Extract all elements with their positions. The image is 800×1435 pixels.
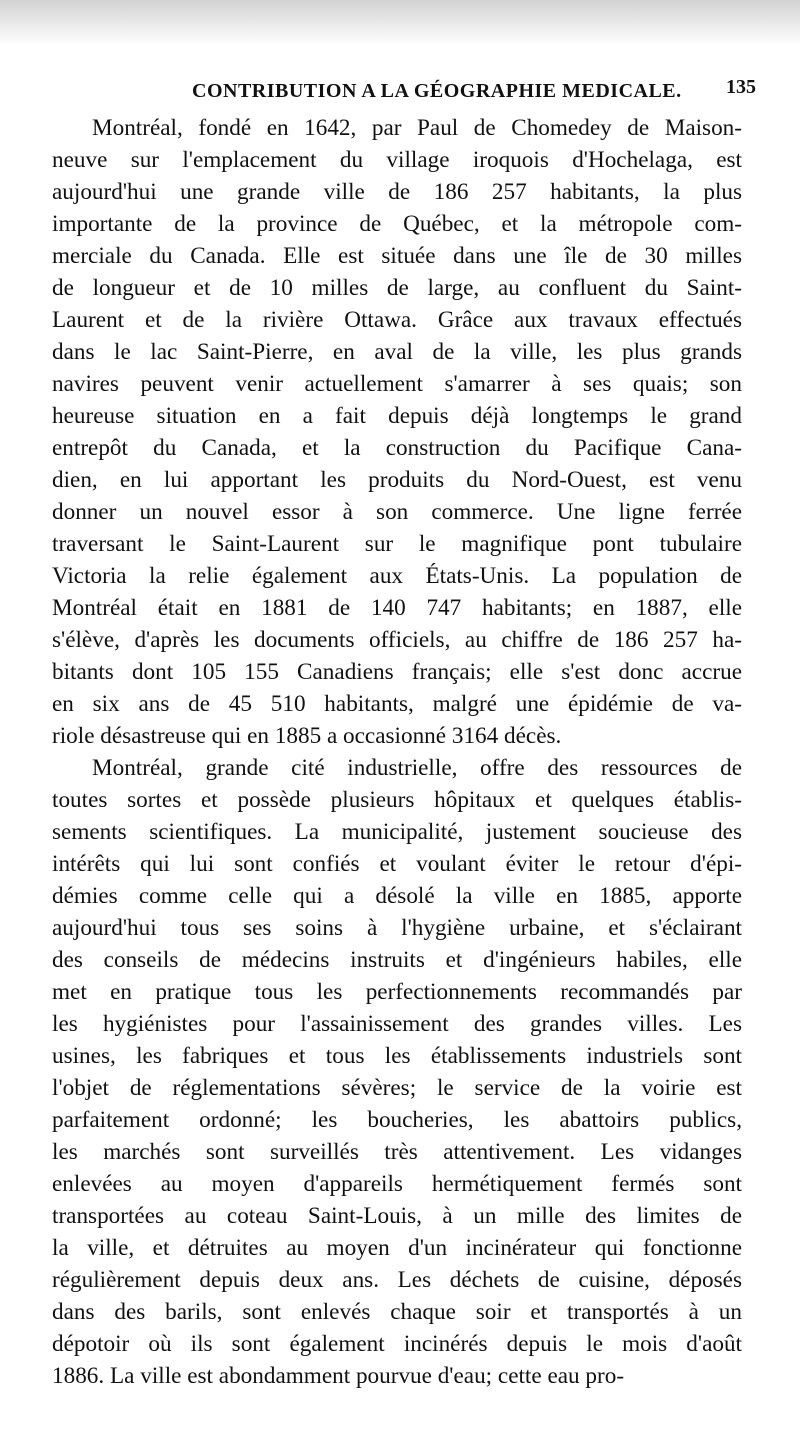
text-line: traversant le Saint-Laurent sur le magnifique pont tubulaire bbox=[52, 531, 742, 557]
text-line: enlevées au moyen d'appareils hermétiquement fermés sont bbox=[52, 1171, 742, 1197]
text-line: les marchés sont surveillés très attentivement. Les vidanges bbox=[52, 1139, 742, 1165]
text-line: dépotoir où ils sont également incinérés depuis le mois d'août bbox=[52, 1331, 742, 1357]
text-line: en six ans de 45 510 habitants, malgré une épidémie de va- bbox=[52, 691, 742, 717]
book-page bbox=[52, 76, 756, 1392]
text-line: dien, en lui apportant les produits du Nord-Ouest, est venu bbox=[52, 467, 742, 493]
text-line: intérêts qui lui sont confiés et voulant éviter le retour d'épi- bbox=[52, 851, 742, 877]
text-line: usines, les fabriques et tous les établissements industriels sont bbox=[52, 1043, 742, 1069]
text-line: neuve sur l'emplacement du village iroquois d'Hochelaga, est bbox=[52, 147, 742, 173]
text-line: aujourd'hui une grande ville de 186 257 habitants, la plus bbox=[52, 179, 742, 205]
text-line: Montréal, fondé en 1642, par Paul de Chomedey de Maison- bbox=[92, 115, 742, 141]
text-line: sements scientifiques. La municipalité, justement soucieuse des bbox=[52, 819, 742, 845]
scan-top-shading bbox=[0, 0, 800, 46]
text-line: dans des barils, sont enlevés chaque soir et transportés à un bbox=[52, 1299, 742, 1325]
text-line: parfaitement ordonné; les boucheries, les abattoirs publics, bbox=[52, 1107, 742, 1133]
paragraph-1 bbox=[52, 112, 742, 752]
text-line: régulièrement depuis deux ans. Les déchets de cuisine, déposés bbox=[52, 1267, 742, 1293]
text-line: toutes sortes et possède plusieurs hôpitaux et quelques établis- bbox=[52, 787, 742, 813]
text-line: 1886. La ville est abondamment pourvue d'eau; cette eau pro- bbox=[52, 1363, 625, 1389]
text-line: démies comme celle qui a désolé la ville en 1885, apporte bbox=[52, 883, 742, 909]
text-line: aujourd'hui tous ses soins à l'hygiène urbaine, et s'éclairant bbox=[52, 915, 742, 941]
text-line: bitants dont 105 155 Canadiens français; elle s'est donc accrue bbox=[52, 659, 742, 685]
text-line: les hygiénistes pour l'assainissement des grandes villes. Les bbox=[52, 1011, 742, 1037]
text-line: Montréal, grande cité industrielle, offre des ressources de bbox=[92, 755, 742, 781]
text-line: transportées au coteau Saint-Louis, à un mille des limites de bbox=[52, 1203, 742, 1229]
text-line: Victoria la relie également aux États-Unis. La population de bbox=[52, 563, 742, 589]
text-line: Laurent et de la rivière Ottawa. Grâce aux travaux effectués bbox=[52, 307, 742, 333]
text-line: des conseils de médecins instruits et d'ingénieurs habiles, elle bbox=[52, 947, 742, 973]
text-line: s'élève, d'après les documents officiels, au chiffre de 186 257 ha- bbox=[52, 627, 742, 653]
text-line: l'objet de réglementations sévères; le service de la voirie est bbox=[52, 1075, 742, 1101]
text-line: navires peuvent venir actuellement s'amarrer à ses quais; son bbox=[52, 371, 742, 397]
text-line: la ville, et détruites au moyen d'un incinérateur qui fonctionne bbox=[52, 1235, 742, 1261]
text-line: importante de la province de Québec, et la métropole com- bbox=[52, 211, 742, 237]
text-line: donner un nouvel essor à son commerce. Une ligne ferrée bbox=[52, 499, 742, 525]
text-line: heureuse situation en a fait depuis déjà longtemps le grand bbox=[52, 403, 742, 429]
text-line: entrepôt du Canada, et la construction du Pacifique Cana- bbox=[52, 435, 742, 461]
text-line: riole désastreuse qui en 1885 a occasionné 3164 décès. bbox=[52, 723, 562, 749]
text-line: met en pratique tous les perfectionnements recommandés par bbox=[52, 979, 742, 1005]
page-number: 135 bbox=[726, 76, 756, 98]
text-line: Montréal était en 1881 de 140 747 habitants; en 1887, elle bbox=[52, 595, 742, 621]
running-head bbox=[52, 76, 756, 112]
paragraph-2 bbox=[52, 752, 742, 1392]
text-line: de longueur et de 10 milles de large, au confluent du Saint- bbox=[52, 275, 742, 301]
text-line: dans le lac Saint-Pierre, en aval de la ville, les plus grands bbox=[52, 339, 742, 365]
text-line: merciale du Canada. Elle est située dans une île de 30 milles bbox=[52, 243, 742, 269]
running-title: CONTRIBUTION A LA GÉOGRAPHIE MEDICALE. bbox=[192, 80, 682, 102]
